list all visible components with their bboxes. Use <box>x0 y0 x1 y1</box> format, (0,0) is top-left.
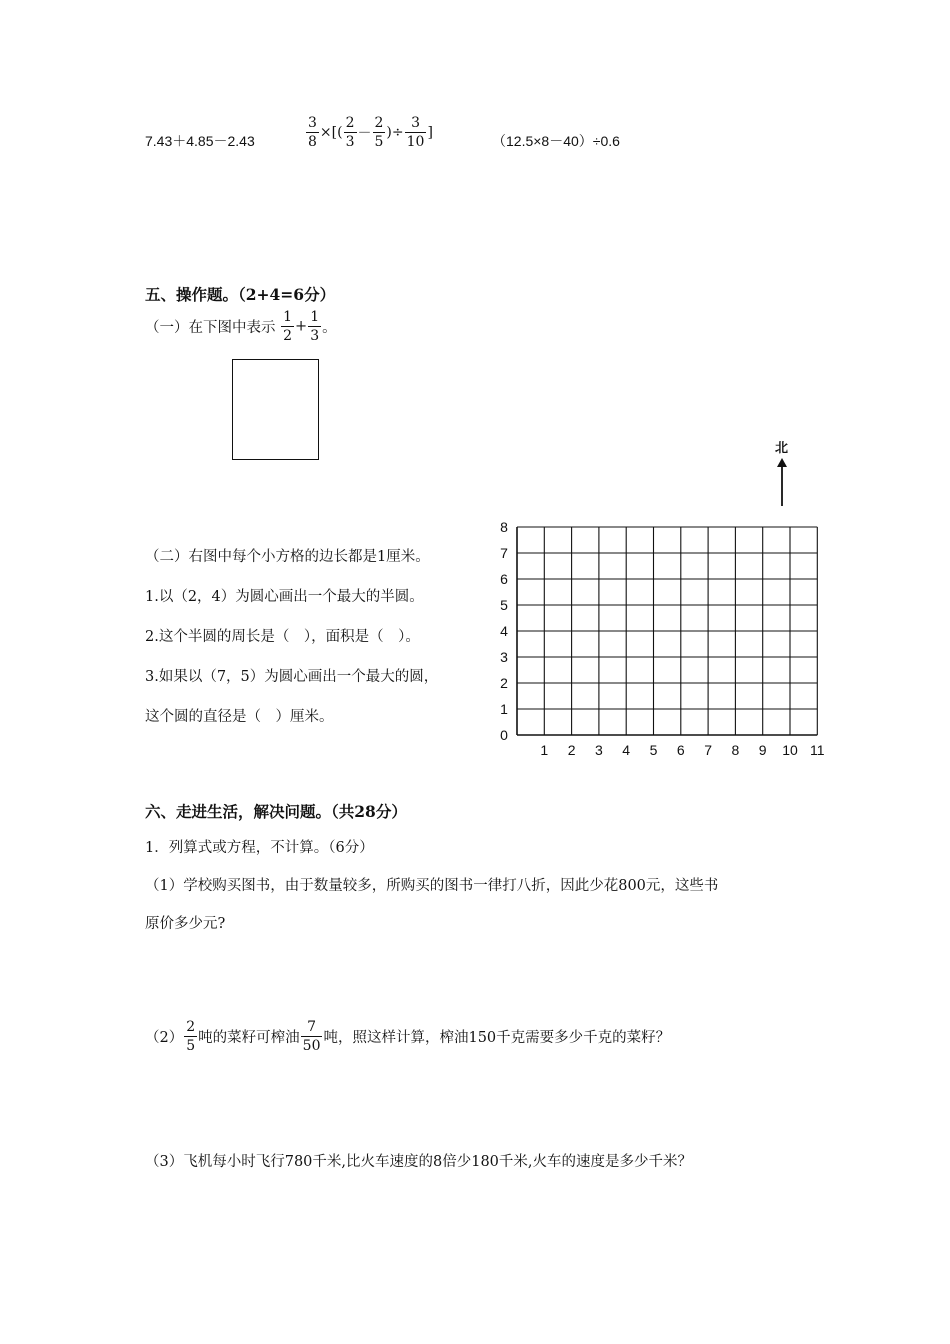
x-tick-label: 9 <box>758 742 767 758</box>
x-tick-label: 8 <box>731 742 740 758</box>
q1-text: （一）在下图中表示 $\frac{1}{2}$ + $\frac{1}{3}$ 。 <box>145 309 337 344</box>
section6-title: 六、走进生活，解决问题。（共28分） <box>145 802 407 821</box>
coordinate-grid[interactable] <box>490 520 830 765</box>
x-tick-label: 1 <box>540 742 549 758</box>
x-tick-label: 7 <box>704 742 712 758</box>
x-tick-label: 10 <box>782 742 798 758</box>
y-tick-label: 8 <box>500 520 508 535</box>
section6-sub1: 1．列算式或方程，不计算。（6分） <box>145 840 374 856</box>
fraction: $\frac{3}{8}$ <box>308 115 317 150</box>
q2-intro: （二）右图中每个小方格的边长都是1厘米。 <box>145 549 430 565</box>
x-tick-label: 6 <box>676 742 685 758</box>
y-tick-label: 6 <box>500 571 508 587</box>
drawing-rectangle[interactable] <box>232 359 319 460</box>
fraction: $\frac{1}{3}$ <box>310 309 320 344</box>
fraction: $\frac{7}{50}$ <box>302 1019 321 1054</box>
x-tick-label: 4 <box>622 742 631 758</box>
section5-title: 五、操作题。（2+4=6分） <box>145 285 336 304</box>
problem-1-line-2: 原价多少元? <box>145 916 226 932</box>
x-tick-label: 11 <box>810 742 825 758</box>
q2-item-2: 2.这个半圆的周长是（ ），面积是（ ）。 <box>145 629 420 645</box>
problem-3: （3）飞机每小时飞行780千米,比火车速度的8倍少180千米,火车的速度是多少千米？ <box>145 1154 693 1170</box>
q2-item-3b: 这个圆的直径是（ ）厘米。 <box>145 709 334 725</box>
y-tick-label: 4 <box>500 623 508 639</box>
fraction: $\frac{2}{5}$ <box>374 115 384 150</box>
fraction: $\frac{3}{10}$ <box>406 115 425 150</box>
x-tick-label: 5 <box>649 742 658 758</box>
q2-item-3a: 3.如果以（7，5）为圆心画出一个最大的圆， <box>145 669 439 685</box>
y-tick-label: 0 <box>500 727 508 743</box>
y-tick-label: 1 <box>500 701 508 717</box>
fraction: $\frac{2}{5}$ <box>186 1019 196 1054</box>
q2-item-1: 1.以（2，4）为圆心画出一个最大的半圆。 <box>145 589 424 605</box>
calc-expression-3: （12.5×8－40）÷0.6 <box>492 133 620 149</box>
problem-1-line-1: （1）学校购买图书，由于数量较多，所购买的图书一律打八折，因此少花800元，这些书 <box>145 878 719 894</box>
x-tick-label: 2 <box>567 742 576 758</box>
x-tick-label: 3 <box>595 742 603 758</box>
fraction: $\frac{2}{3}$ <box>345 115 355 150</box>
fraction: $\frac{1}{2}$ <box>283 309 293 344</box>
y-tick-label: 5 <box>500 597 508 613</box>
calc-expression-2: $\frac{3}{8}$ ×[( $\frac{2}{3}$ － $\frac{2}{5}$ )÷ $\frac{3}{10}$ ] <box>308 115 433 150</box>
y-tick-label: 3 <box>500 649 508 665</box>
y-tick-label: 2 <box>500 675 508 691</box>
problem-2: （2） $\frac{2}{5}$ 吨的菜籽可榨油 $\frac{7}{50}$ 吨，照这样计算，榨油150千克需要多少千克的菜籽？ <box>145 1019 671 1054</box>
north-arrow-icon <box>772 458 792 508</box>
y-tick-label: 7 <box>500 545 508 561</box>
north-label: 北 <box>775 441 789 456</box>
calc-expression-1: 7.43＋4.85－2.43 <box>145 133 255 149</box>
